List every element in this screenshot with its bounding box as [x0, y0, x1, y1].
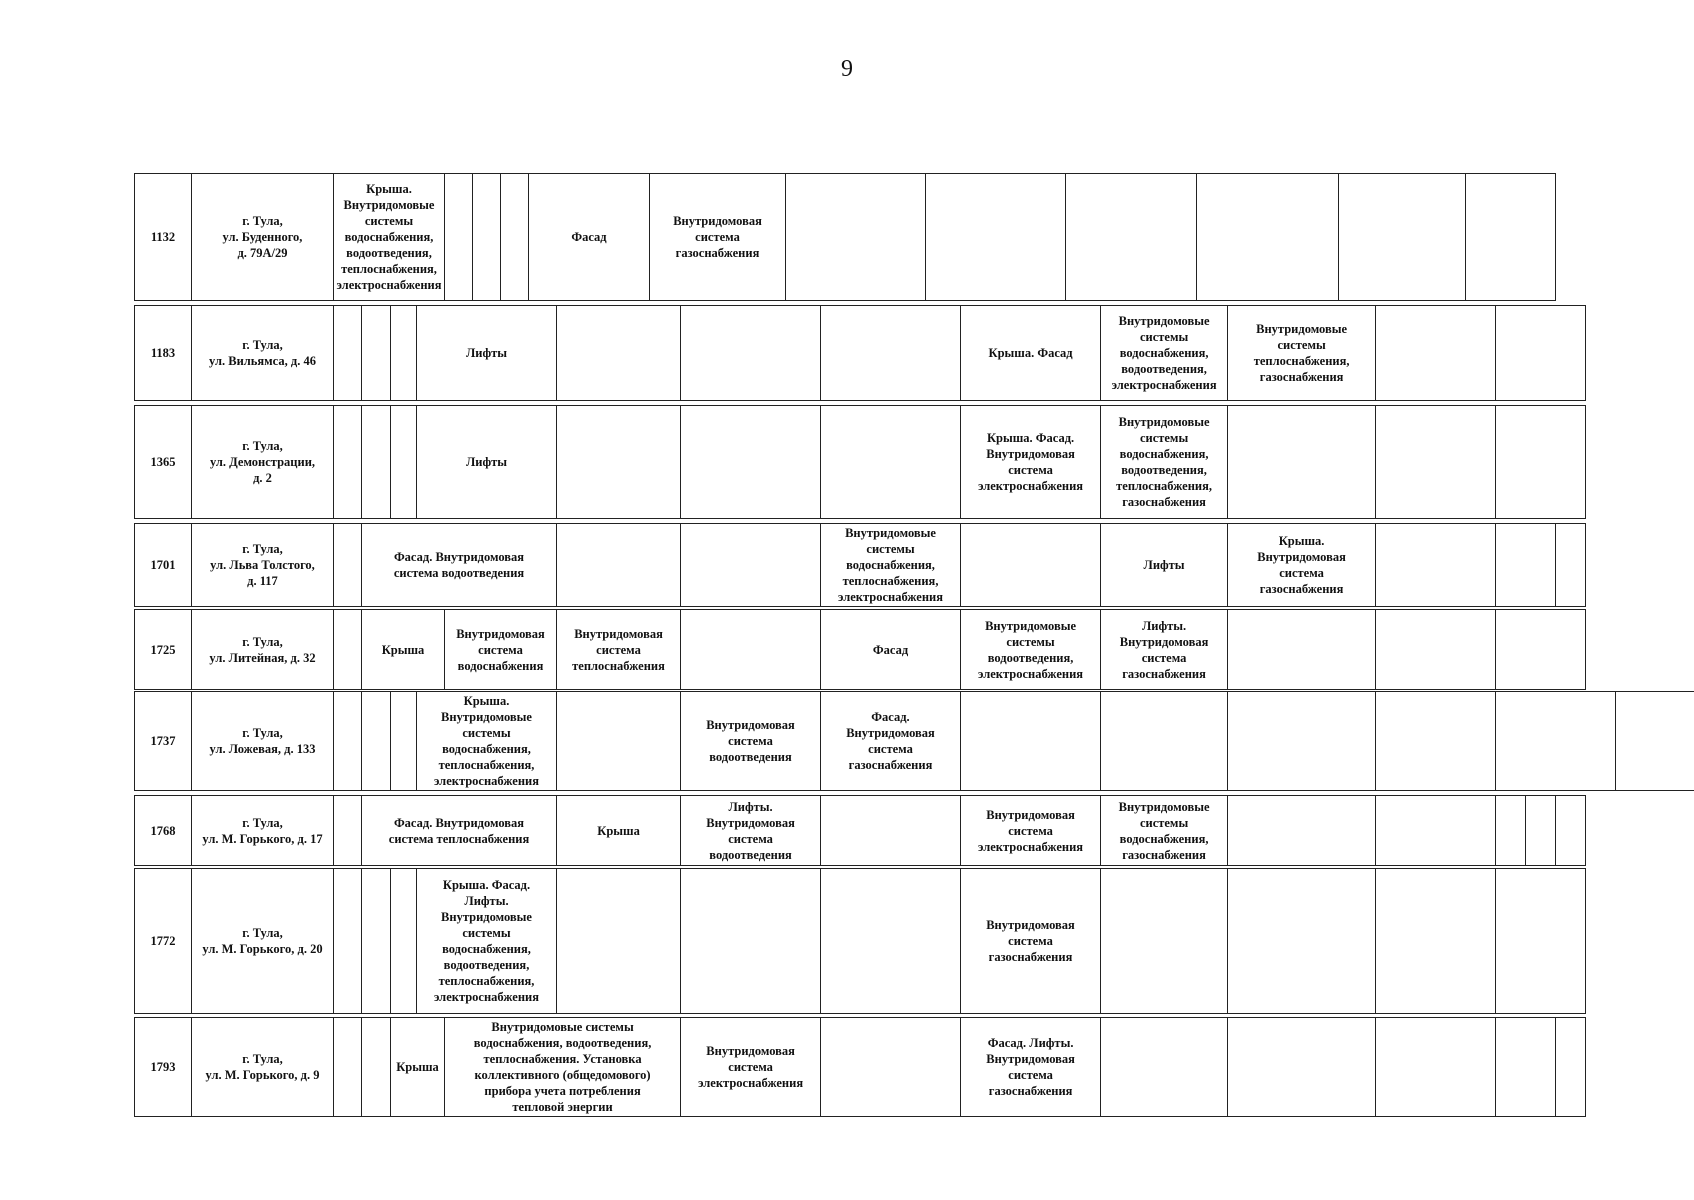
work-cell: Внутридомовая система электроснабжения — [961, 796, 1101, 866]
work-cell: Внутридомовая система водоснабжения — [445, 610, 557, 690]
empty-cell — [821, 1018, 961, 1117]
row-table-1132 — [134, 173, 1694, 301]
work-cell: Крыша. Внутридомовые системы водоснабжения, водоотведения, теплоснабжения, электроснабжения — [334, 174, 445, 301]
table-row — [135, 610, 1694, 690]
work-cell: Внутридомовые системы теплоснабжения, газоснабжения — [1228, 306, 1376, 401]
work-cell: Фасад. Внутридомовая система теплоснабжения — [362, 796, 557, 866]
page-number: 9 — [841, 56, 853, 82]
row-table-1183 — [134, 305, 1694, 401]
row-table-1365 — [134, 405, 1694, 519]
table-row — [135, 174, 1694, 301]
row-number: 1772 — [135, 869, 192, 1014]
work-cell: Крыша — [391, 1018, 445, 1117]
work-cell: Фасад — [821, 610, 961, 690]
row-table-1701 — [134, 523, 1694, 607]
address-cell: г. Тула, ул. М. Горького, д. 17 — [192, 796, 334, 866]
address-cell: г. Тула, ул. Литейная, д. 32 — [192, 610, 334, 690]
empty-cell — [681, 524, 821, 607]
empty-cell — [557, 306, 681, 401]
empty-cell — [557, 869, 681, 1014]
work-cell: Внутридомовая система газоснабжения — [961, 869, 1101, 1014]
work-cell: Лифты — [1101, 524, 1228, 607]
row-number: 1793 — [135, 1018, 192, 1117]
empty-cell — [334, 692, 362, 791]
work-cell: Фасад. Внутридомовая система водоотведения — [362, 524, 557, 607]
empty-cell — [334, 610, 362, 690]
empty-cell — [391, 692, 417, 791]
empty-cell — [334, 406, 362, 519]
empty-cell — [473, 174, 501, 301]
empty-cell — [1496, 796, 1526, 866]
empty-cell — [362, 1018, 391, 1117]
work-cell: Внутридомовая система водоотведения — [681, 692, 821, 791]
work-cell: Внутридомовые системы водоснабжения, газоснабжения — [1101, 796, 1228, 866]
table-row — [135, 869, 1694, 1014]
empty-cell — [334, 869, 362, 1014]
row-table-1772 — [134, 868, 1694, 1014]
work-cell: Лифты. Внутридомовая система газоснабжения — [1101, 610, 1228, 690]
empty-cell — [1228, 610, 1376, 690]
empty-cell — [961, 524, 1101, 607]
row-table-1768 — [134, 795, 1694, 866]
table-row — [135, 406, 1694, 519]
table-row — [135, 306, 1694, 401]
work-cell: Лифты. Внутридомовая система водоотведения — [681, 796, 821, 866]
empty-cell — [334, 306, 362, 401]
table-row — [135, 692, 1694, 791]
address-cell: г. Тула, ул. Демонстрации, д. 2 — [192, 406, 334, 519]
address-cell: г. Тула, ул. М. Горького, д. 9 — [192, 1018, 334, 1117]
empty-cell — [681, 610, 821, 690]
empty-cell — [821, 406, 961, 519]
empty-cell — [1101, 869, 1228, 1014]
empty-cell — [1496, 610, 1586, 690]
row-number: 1737 — [135, 692, 192, 791]
row-number: 1768 — [135, 796, 192, 866]
empty-cell — [1376, 796, 1496, 866]
address-cell: г. Тула, ул. Ложевая, д. 133 — [192, 692, 334, 791]
empty-cell — [1496, 406, 1586, 519]
empty-cell — [1228, 406, 1376, 519]
empty-cell — [821, 306, 961, 401]
work-cell: Лифты — [417, 406, 557, 519]
empty-cell — [1228, 796, 1376, 866]
work-cell: Внутридомовая система электроснабжения — [681, 1018, 821, 1117]
empty-cell — [1101, 1018, 1228, 1117]
empty-cell — [362, 869, 391, 1014]
work-cell: Крыша — [557, 796, 681, 866]
work-cell: Фасад — [529, 174, 650, 301]
empty-cell — [1228, 1018, 1376, 1117]
empty-cell — [1376, 869, 1496, 1014]
work-cell: Крыша. Фасад. Лифты. Внутридомовые системы водоснабжения, водоотведения, теплоснабжения, электроснабжения — [417, 869, 557, 1014]
work-cell: Внутридомовые системы водоснабжения, водоотведения, теплоснабжения, газоснабжения — [1101, 406, 1228, 519]
work-cell: Внутридомовые системы водоотведения, электроснабжения — [961, 610, 1101, 690]
empty-cell — [557, 524, 681, 607]
work-cell: Крыша. Фасад. Внутридомовая система электроснабжения — [961, 406, 1101, 519]
work-cell: Внутридомовые системы водоснабжения, водоотведения, электроснабжения — [1101, 306, 1228, 401]
empty-cell — [362, 692, 391, 791]
work-cell: Внутридомовая система теплоснабжения — [557, 610, 681, 690]
row-table-1737 — [134, 691, 1694, 791]
empty-cell — [362, 306, 391, 401]
row-number: 1701 — [135, 524, 192, 607]
empty-cell — [1376, 524, 1496, 607]
empty-cell — [681, 406, 821, 519]
address-cell: г. Тула, ул. М. Горького, д. 20 — [192, 869, 334, 1014]
empty-cell — [1339, 174, 1466, 301]
empty-cell — [1376, 1018, 1496, 1117]
empty-cell — [1228, 692, 1376, 791]
work-cell: Фасад. Лифты. Внутридомовая система газоснабжения — [961, 1018, 1101, 1117]
empty-cell — [1496, 524, 1556, 607]
row-number: 1183 — [135, 306, 192, 401]
row-number: 1132 — [135, 174, 192, 301]
empty-cell — [1376, 406, 1496, 519]
empty-cell — [1556, 796, 1586, 866]
empty-cell — [445, 174, 473, 301]
work-cell: Внутридомовые системы водоснабжения, водоотведения, теплоснабжения. Установка коллективного (общедомового) прибора учета потребления тепловой энергии — [445, 1018, 681, 1117]
address-cell: г. Тула, ул. Буденного, д. 79А/29 — [192, 174, 334, 301]
empty-cell — [1376, 306, 1496, 401]
table-row — [135, 524, 1694, 607]
empty-cell — [961, 692, 1101, 791]
empty-cell — [681, 306, 821, 401]
empty-cell — [821, 869, 961, 1014]
empty-cell — [557, 692, 681, 791]
work-cell: Внутридомовая система газоснабжения — [650, 174, 786, 301]
table-row — [135, 796, 1694, 866]
empty-cell — [1466, 174, 1556, 301]
empty-cell — [1496, 692, 1616, 791]
empty-cell — [1616, 692, 1694, 791]
empty-cell — [1197, 174, 1339, 301]
work-cell: Крыша. Фасад — [961, 306, 1101, 401]
work-cell: Крыша. Внутридомовые системы водоснабжения, теплоснабжения, электроснабжения — [417, 692, 557, 791]
empty-cell — [1496, 306, 1586, 401]
address-cell: г. Тула, ул. Вильямса, д. 46 — [192, 306, 334, 401]
row-number: 1365 — [135, 406, 192, 519]
empty-cell — [501, 174, 529, 301]
empty-cell — [821, 796, 961, 866]
empty-cell — [334, 1018, 362, 1117]
empty-cell — [786, 174, 926, 301]
work-cell: Внутридомовые системы водоснабжения, теплоснабжения, электроснабжения — [821, 524, 961, 607]
empty-cell — [334, 524, 362, 607]
empty-cell — [1526, 796, 1556, 866]
empty-cell — [1101, 692, 1228, 791]
address-cell: г. Тула, ул. Льва Толстого, д. 117 — [192, 524, 334, 607]
work-cell: Лифты — [417, 306, 557, 401]
empty-cell — [391, 869, 417, 1014]
empty-cell — [1376, 610, 1496, 690]
work-cell: Крыша. Внутридомовая система газоснабжения — [1228, 524, 1376, 607]
empty-cell — [1376, 692, 1496, 791]
table-row — [135, 1018, 1694, 1117]
row-number: 1725 — [135, 610, 192, 690]
empty-cell — [362, 406, 391, 519]
empty-cell — [1496, 1018, 1556, 1117]
empty-cell — [681, 869, 821, 1014]
empty-cell — [1496, 869, 1586, 1014]
empty-cell — [391, 406, 417, 519]
work-cell: Крыша — [362, 610, 445, 690]
empty-cell — [557, 406, 681, 519]
empty-cell — [1556, 524, 1586, 607]
empty-cell — [334, 796, 362, 866]
empty-cell — [1556, 1018, 1586, 1117]
row-table-1725 — [134, 609, 1694, 690]
empty-cell — [1228, 869, 1376, 1014]
empty-cell — [926, 174, 1066, 301]
empty-cell — [391, 306, 417, 401]
row-table-1793 — [134, 1017, 1694, 1117]
work-cell: Фасад. Внутридомовая система газоснабжения — [821, 692, 961, 791]
empty-cell — [1066, 174, 1197, 301]
